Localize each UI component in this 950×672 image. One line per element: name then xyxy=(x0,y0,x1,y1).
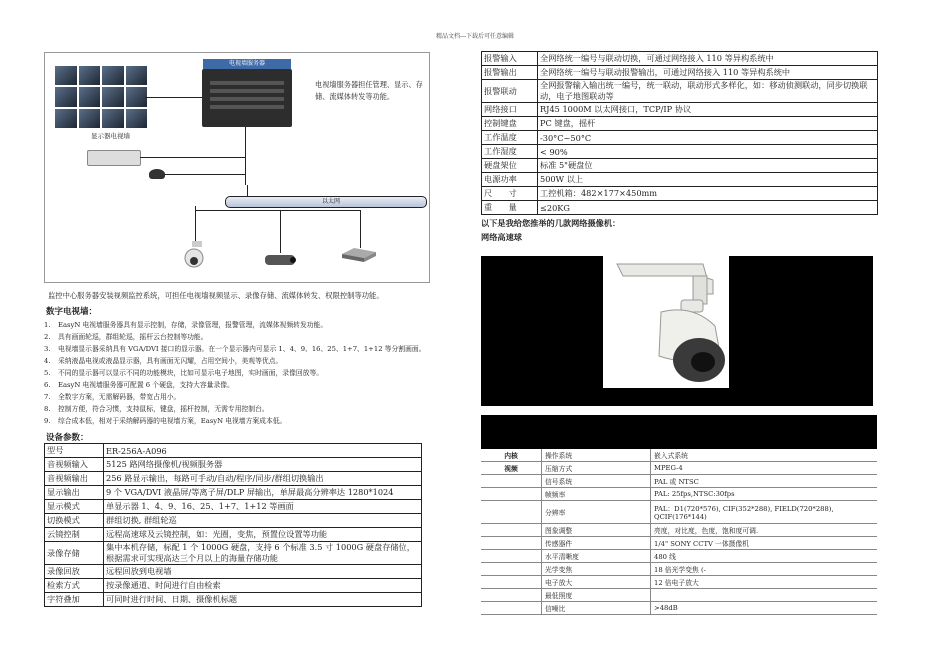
server-image xyxy=(202,69,292,127)
wall-caption: 显示器电视墙 xyxy=(91,132,130,140)
table-row: 报警输入 全网络统一编号与联动切换，可通过网络接入 110 等异构系统中 xyxy=(482,52,878,66)
list-item: 4. 采纳液晶电视或液晶显示器，具有画面无闪耀，占用空间小，美观等优点。 xyxy=(44,357,283,365)
system-diagram xyxy=(44,52,430,283)
server-spec-table xyxy=(44,443,422,607)
table-row: 水平清晰度 480 线 xyxy=(481,550,877,563)
table-row: 报警输出 全网络统一编号与联动报警输出，可通过网络接入 110 等异构系统中 xyxy=(482,66,878,80)
table-row: 光学变焦 18 倍光学变焦 (- xyxy=(481,563,877,576)
right-column xyxy=(481,51,878,615)
list-item: 2. 具有画面轮巡，群组轮巡，摇杆云台控制等功能。 xyxy=(44,333,208,341)
list-item: 5. 不同的显示器可以显示不同的功能模块，比如可显示电子地图，实时画面，录像回放等。 xyxy=(44,369,324,377)
keyboard-image xyxy=(87,150,141,166)
table-row: 录像存储 集中本机存储，标配 1 个 1000G 硬盘，支持 6 个标准 3.5 寸 1000G 硬盘存储位，根据需求可实现高达三个月以上的海量存储功能 xyxy=(45,542,422,565)
video-encoder-icon xyxy=(340,248,378,262)
table-row: 云镜控制 远程高速球及云镜控制，如：光圈，变焦，预置位设置等功能 xyxy=(45,528,422,542)
server-caption: 电视墙服务器 xyxy=(203,59,291,69)
diagram-description: 电视墙服务器担任管理、显示、存储、流媒体转发等功能。 xyxy=(315,80,423,101)
table-row: 检索方式 按录像通道、时间进行自由检索 xyxy=(45,579,422,593)
bullet-camera-icon xyxy=(263,253,297,267)
list-item: 8. 控制方便，符合习惯，支持鼠标，键盘，摇杆控制，无需专用控制台。 xyxy=(44,405,269,413)
table-row: 型号 ER-256A-A096 xyxy=(45,444,422,458)
ethernet-bar xyxy=(225,196,427,208)
page-header: 精品文档---下载后可任意编辑 xyxy=(435,33,515,40)
table-row: 切换模式 群组切换, 群组轮巡 xyxy=(45,514,422,528)
section-title-params: 设备参数： xyxy=(46,433,89,443)
list-item: 7. 全数字方案，无需解码器，带宽占用小。 xyxy=(44,393,181,401)
table-row: 内核 操作系统 嵌入式系统 xyxy=(481,449,877,462)
list-item: 1. EasyN 电视墙服务器具有显示控制，存储，录像管理，报警管理，流媒体视频转发功能。 xyxy=(44,321,328,329)
table-row: 信号系统 PAL 或 NTSC xyxy=(481,475,877,488)
table-row: 控制键盘 PC 键盘，摇杆 xyxy=(482,117,878,131)
table-row: 重 量 ≤20KG xyxy=(482,201,878,215)
recommend-intro: 以下是我给您推举的几款网络摄像机： xyxy=(481,218,621,228)
alarm-spec-table xyxy=(481,51,878,215)
table-header-band xyxy=(481,415,877,449)
joystick-image xyxy=(149,169,165,179)
table-row: 工作湿度 < 90% xyxy=(482,145,878,159)
table-row: 传感器件 1/4" SONY CCTV 一体摄像机 xyxy=(481,537,877,550)
table-row: 音视频输入 5125 路网络摄像机/视频服务器 xyxy=(45,458,422,472)
speed-dome-camera-icon xyxy=(603,256,729,388)
speed-dome-photo xyxy=(481,256,873,406)
table-row: 电子放大 12 倍电子放大 xyxy=(481,576,877,589)
table-row: 字符叠加 可同时进行时间、日期、摄像机标题 xyxy=(45,593,422,607)
table-row: 网络接口 RJ45 1000M 以太网接口，TCP/IP 协议 xyxy=(482,103,878,117)
table-row: 显示输出 9 个 VGA/DVI 液晶屏/等离子屏/DLP 屏输出，单屏最高分辨率达 1280*1024 xyxy=(45,486,422,500)
table-row: 录像回放 远程回放到电视墙 xyxy=(45,565,422,579)
video-wall-image xyxy=(55,66,147,128)
table-row: 显示模式 单显示器 1、4、9、16、25、1+7、1+12 等画面 xyxy=(45,500,422,514)
table-row: 分辨率 PAL：D1(720*576), CIF(352*288), FIELD(720*288), QCIF(176*144) xyxy=(481,501,877,524)
ethernet-label: 以太网 xyxy=(322,198,341,205)
list-item: 6. EasyN 电视墙服务器可配置 6 个硬盘，支持大容量录像。 xyxy=(44,381,234,389)
list-item: 3. 电视墙显示器采纳具有 VGA/DVI 接口的显示器。在一个显示器内可显示 1、4、9、16、25、1+7、1+12 等分割画面。 xyxy=(44,345,426,353)
camera-spec-table xyxy=(481,449,877,615)
left-column xyxy=(44,52,429,607)
section-title-tv-wall: 数字电视墙： xyxy=(46,307,98,317)
feature-list xyxy=(44,319,429,427)
table-row: 音视频输出 256 路显示输出，每路可手动/自动/程序/同步/群组切换输出 xyxy=(45,472,422,486)
list-item: 9. 综合成本低，相对于采纳解码器的电视墙方案，EasyN 电视墙方案成本低。 xyxy=(44,417,287,425)
table-row: 工作温度 -30°C~50°C xyxy=(482,131,878,145)
table-row: 硬盘架位 标准 5"硬盘位 xyxy=(482,159,878,173)
table-row: 最低照度 xyxy=(481,589,877,602)
table-row: 报警联动 全网报警输入输出统一编号，统一联动，联动形式多样化，如：移动侦测联动，同步切换联动，电子地图联动等 xyxy=(482,80,878,103)
table-row: 电源功率 500W 以上 xyxy=(482,173,878,187)
table-row: 信噪比 >48dB xyxy=(481,602,877,615)
table-row: 帧频率 PAL: 25fps,NTSC:30fps xyxy=(481,488,877,501)
table-row: 图象调整 亮度，对比度，色度，饱和度可调. xyxy=(481,524,877,537)
dome-camera-icon xyxy=(183,241,205,269)
table-row: 视频 压缩方式 MPEG-4 xyxy=(481,462,877,475)
recommend-subtitle: 网络高速球 xyxy=(481,232,522,242)
diagram-caption: 监控中心服务器安装视频监控系统，可担任电视墙视频显示、录像存储、流媒体转发、权限控制等功能。 xyxy=(48,291,384,300)
table-row: 尺 寸 工控机箱：482×177×450mm xyxy=(482,187,878,201)
